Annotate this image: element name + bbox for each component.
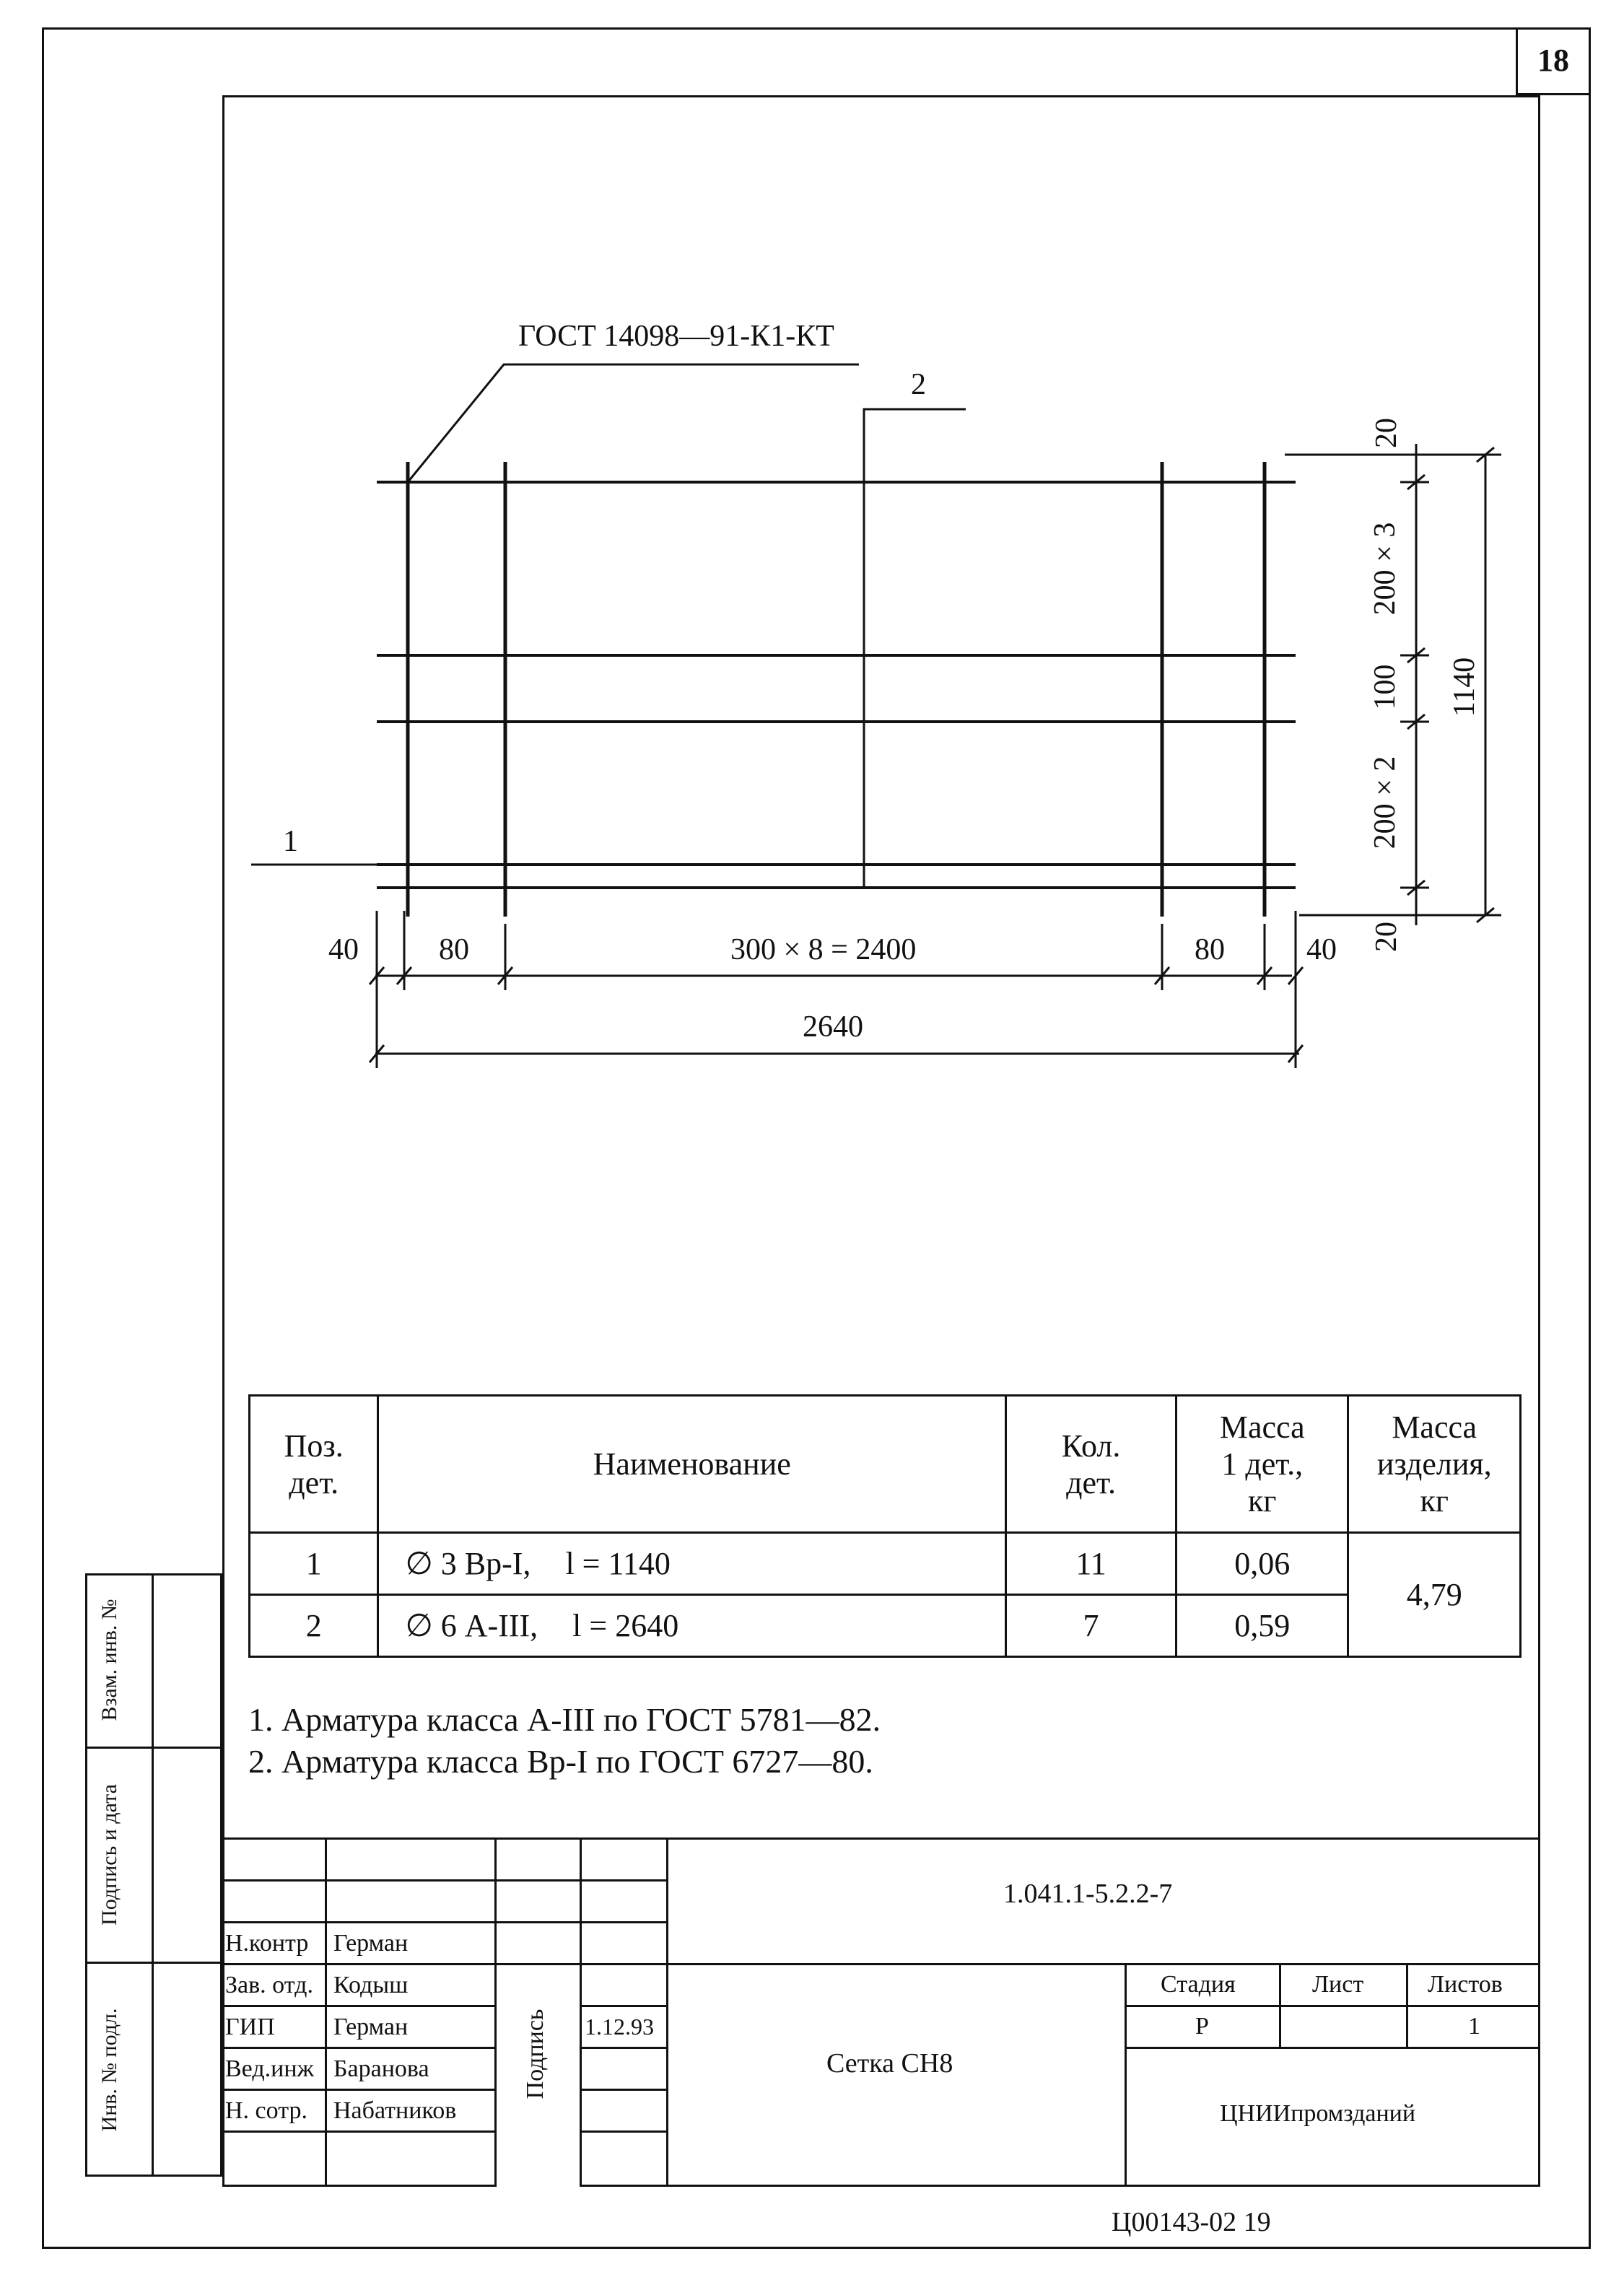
name-ved-inzh: Баранова [333,2055,429,2082]
row-mass: 0,59 [1176,1595,1348,1657]
header-qty: Кол. дет. [1006,1396,1176,1533]
drawing-name: Сетка СН8 [826,2048,953,2079]
role-n-kontr: Н.контр [225,1930,309,1957]
dim-bottom-left-pitch: 80 [439,933,469,966]
dim-bottom-right-pitch: 80 [1195,933,1225,966]
dim-right-bottom-edge: 20 [1370,922,1403,952]
total-mass: 4,79 [1348,1533,1521,1657]
table-header-row [250,1396,1521,1533]
name-n-sotr: Набатников [333,2097,457,2124]
approval-date: 1.12.93 [585,2014,654,2040]
drawing-code: 1.041.1-5.2.2-7 [1003,1879,1173,1909]
row-pos: 2 [250,1595,378,1657]
row-qty: 7 [1006,1595,1176,1657]
dim-bottom-total: 2640 [803,1010,863,1044]
role-gip: ГИП [225,2014,275,2040]
specification-table [248,1394,1522,1658]
role-n-sotr: Н. сотр. [225,2097,307,2124]
sheet-number: 18 [1537,43,1569,78]
note-2: 2. Арматура класса Вр-I по ГОСТ 6727—80. [248,1743,873,1780]
row-qty: 11 [1006,1533,1176,1595]
position-1-label: 1 [283,825,298,858]
gost-leader-label: ГОСТ 14098—91-К1-КТ [518,320,834,353]
name-gip: Герман [333,2014,409,2040]
name-zav-otd: Кодыш [333,1972,409,1998]
row-name: ∅ 3 Вр-I, l = 1140 [378,1533,1006,1595]
dim-right-lower: 200 × 2 [1368,756,1402,849]
footer-code: Ц00143-02 19 [1112,2207,1271,2237]
name-n-kontr: Герман [333,1930,409,1957]
title-block [222,1837,1540,2187]
organization: ЦНИИпромзданий [1220,2100,1416,2127]
leader-line-pos2 [864,409,966,482]
row-pos: 1 [250,1533,378,1595]
sheet-label: Лист [1312,1971,1364,1998]
leader-line-gost [408,364,859,482]
role-zav-otd: Зав. отд. [225,1972,313,1998]
dim-bottom-middle: 300 × 8 = 2400 [730,933,917,966]
stage-label: Стадия [1161,1971,1236,1998]
row-name: ∅ 6 А-III, l = 2640 [378,1595,1006,1657]
header-mass-total: Масса изделия, кг [1348,1396,1521,1533]
dim-bottom-right-edge: 40 [1306,933,1337,966]
signature-label: Подпись [522,2009,549,2099]
stage-value: Р [1195,2013,1209,2040]
table-row [250,1595,1521,1657]
row-mass: 0,06 [1176,1533,1348,1595]
note-1: 1. Арматура класса А-III по ГОСТ 5781—82. [248,1701,881,1738]
role-ved-inzh: Вед.инж [225,2055,315,2082]
header-pos: Поз. дет. [250,1396,378,1533]
side-stamp-inv-replace: Взам. инв. № [97,1599,121,1721]
sheets-label: Листов [1428,1971,1503,1998]
dim-right-middle: 100 [1368,664,1402,710]
sheets-value: 1 [1468,2013,1480,2040]
dim-right-upper: 200 × 3 [1368,522,1402,616]
header-name: Наименование [378,1396,1006,1533]
table-row [250,1533,1521,1595]
dim-right-top-edge: 20 [1370,418,1403,448]
dim-right-total: 1140 [1448,657,1481,717]
side-stamp-inv-orig: Инв. № подл. [97,2008,121,2132]
dim-bottom-left-edge: 40 [328,933,359,966]
position-2-label: 2 [911,368,926,401]
header-mass-one: Масса 1 дет., кг [1176,1396,1348,1533]
side-stamp-sign-date: Подпись и дата [97,1784,121,1926]
